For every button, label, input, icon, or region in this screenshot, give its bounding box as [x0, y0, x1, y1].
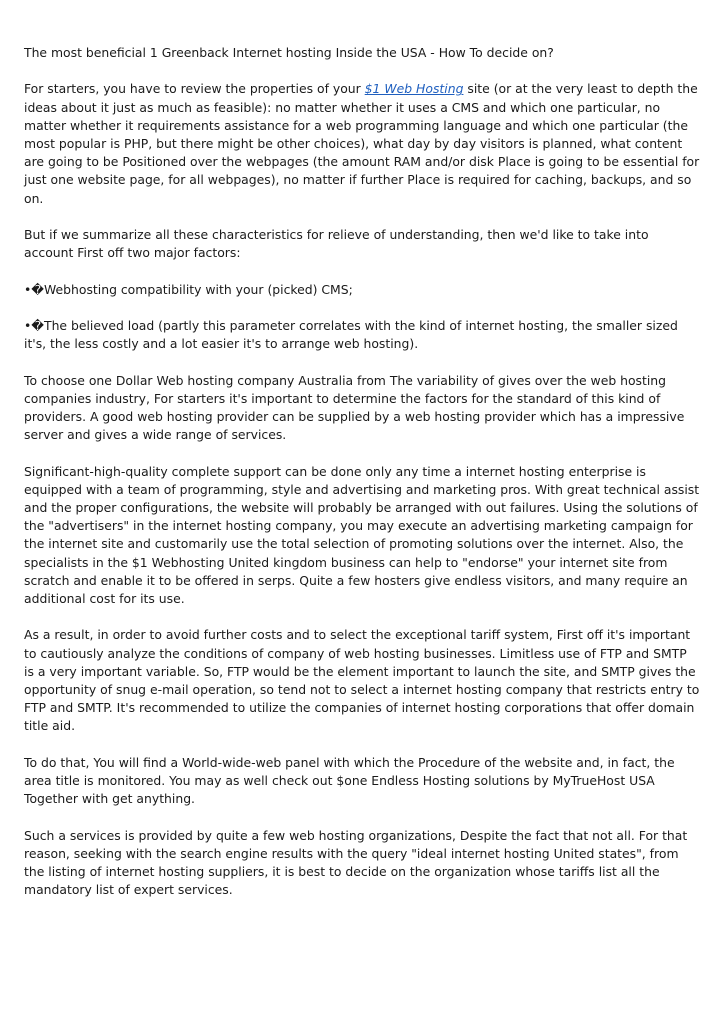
bullet-load: •�The believed load (partly this parameter correlates with the kind of internet hosting, the smaller sized it's, the less costly and a lot easier it's to arrange web hosting). [24, 317, 678, 352]
document-body [24, 44, 700, 918]
bullet-compatibility: •�Webhosting compatibility with your (picked) CMS; [24, 281, 353, 297]
paragraph-support: Significant-high-quality complete support can be done only any time a internet hosting enterprise is equipped with a team of programming, style and advertising and marketing pros. With great technical assist and the proper configurations, the website will probably be arranged with out failures. Using the solutions of the "advertisers" in the internet hosting company, you may execute an advertising marketing campaign for the internet site and customarily use the total selection of promoting solutions over the internet. Also, the specialists in the $1 Webhosting United kingdom business can help to "endorse" your internet site from scratch and enable it to be offered in serps. Quite a few hosters give endless visitors, and many require an additional cost for its use. [24, 463, 700, 606]
paragraph-web-panel: To do that, You will find a World-wide-web panel with which the Procedure of the website and, in fact, the area title is monitored. You may as well check out $one Endless Hosting solutions by MyTrueHost USA Together with get anything. [24, 754, 675, 807]
paragraph-intro-end: site (or at the very least to depth the ideas about it just as much as feasible): no matter whether it uses a CMS and which one particular, no matter whether it requirements assistance for a web programming language and which one particular (the most popular is PHP, but there might be other choices), what day by day visitors is planned, what content are going to be Positioned over the webpages (the amount RAM and/or disk Place is going to be essential for just one website page, for all webpages), no matter if further Place is required for caching, backups, and so on. [24, 81, 700, 206]
web-hosting-link[interactable]: $1 Web Hosting [364, 81, 464, 97]
paragraph-intro-start: For starters, you have to review the properties of your [24, 81, 365, 97]
paragraph-search: Such a services is provided by quite a few web hosting organizations, Despite the fact that not all. For that reason, seeking with the search engine results with the query "ideal internet hosting United states", from the listing of internet hosting suppliers, it is best to decide on the organization whose tariffs list all the mandatory list of expert services. [24, 827, 688, 898]
paragraph-ftp-smtp: As a result, in order to avoid further costs and to select the exceptional tariff system, First off it's important to cautiously analyze the conditions of company of web hosting businesses. Limitless use of FTP and SMTP is a very important variable. So, FTP would be the element important to launch the site, and SMTP gives the opportunity of snug e-mail operation, so tend not to select a internet hosting company that restricts entry to FTP and SMTP. It's recommended to utilize the companies of internet hosting corporations that offer domain title aid. [24, 627, 700, 734]
document-title: The most beneficial 1 Greenback Internet hosting Inside the USA - How To decide on? [24, 45, 554, 60]
paragraph-choose-provider: To choose one Dollar Web hosting company Australia from The variability of gives over the web hosting companies industry, For starters it's important to determine the factors for the standard of this kind of providers. A good web hosting provider can be supplied by a web hosting provider which has a impressive server and gives a wide range of services. [24, 372, 685, 443]
paragraph-factors: But if we summarize all these characteristics for relieve of understanding, then we'd like to take into account First off two major factors: [24, 227, 649, 261]
paragraph-intro [24, 80, 700, 207]
